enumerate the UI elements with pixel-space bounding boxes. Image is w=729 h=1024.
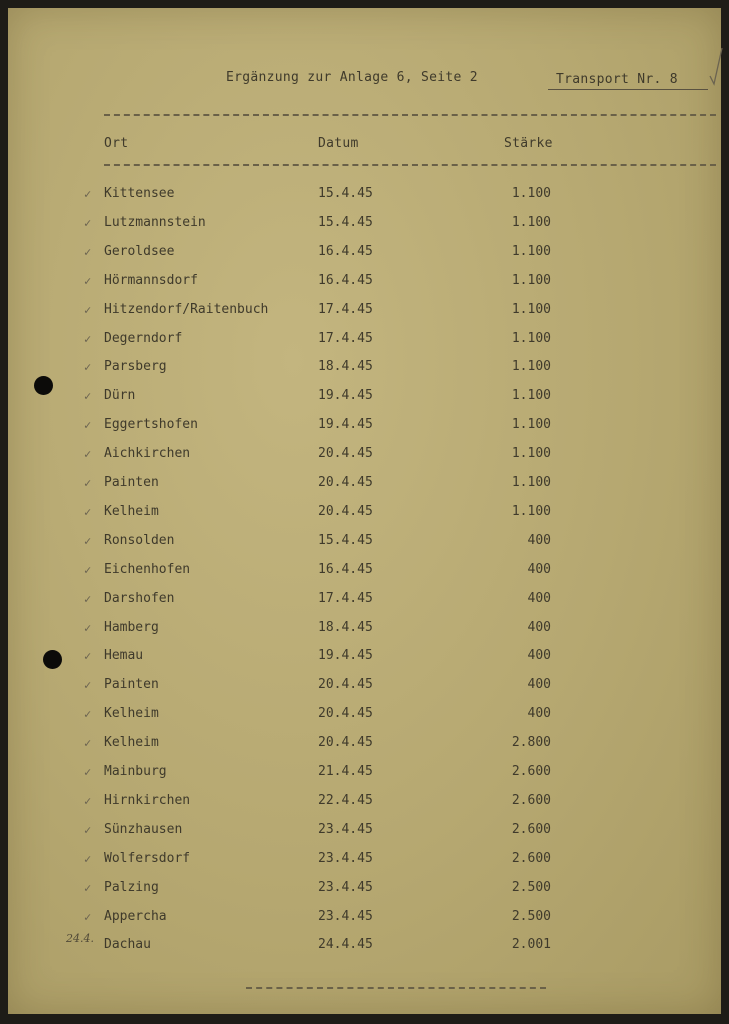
table-row xyxy=(8,851,721,871)
cell-ort: Hörmannsdorf xyxy=(104,272,198,288)
tick-mark-icon: ✓ xyxy=(84,793,92,808)
cell-ort: Kelheim xyxy=(104,503,159,519)
cell-ort: Eggertshofen xyxy=(104,417,198,433)
column-header-datum: Datum xyxy=(318,136,359,151)
divider-header xyxy=(104,164,716,166)
divider-bottom xyxy=(246,987,546,989)
table-row xyxy=(8,648,721,668)
column-header-ort: Ort xyxy=(104,136,129,151)
cell-staerke: 2.600 xyxy=(511,821,551,837)
check-mark-icon xyxy=(708,46,724,86)
cell-ort: Mainburg xyxy=(104,764,167,779)
cell-datum: 17.4.45 xyxy=(318,590,373,606)
cell-ort: Wolfersdorf xyxy=(104,850,191,866)
cell-datum: 17.4.45 xyxy=(318,330,373,346)
cell-ort: Ronsolden xyxy=(104,532,175,548)
tick-mark-icon: ✓ xyxy=(84,562,92,577)
cell-ort: Hamberg xyxy=(104,619,159,635)
cell-datum: 16.4.45 xyxy=(318,561,373,577)
cell-datum: 23.4.45 xyxy=(318,908,373,924)
cell-datum: 18.4.45 xyxy=(318,359,373,375)
cell-datum: 20.4.45 xyxy=(318,735,373,751)
cell-staerke: 2.001 xyxy=(511,937,551,953)
cell-datum: 23.4.45 xyxy=(318,879,373,895)
tick-mark-icon: ✓ xyxy=(84,620,92,635)
tick-mark-icon: ✓ xyxy=(84,909,92,924)
cell-ort: Darshofen xyxy=(104,590,175,606)
cell-datum: 23.4.45 xyxy=(318,850,373,866)
cell-ort: Hitzendorf/Raitenbuch xyxy=(104,301,269,317)
tick-mark-icon: ✓ xyxy=(84,707,92,722)
table-row xyxy=(8,706,721,726)
cell-staerke: 2.500 xyxy=(511,879,551,895)
cell-ort: Sünzhausen xyxy=(104,821,183,837)
table-row xyxy=(8,244,721,264)
cell-staerke: 2.500 xyxy=(511,908,551,924)
table-row xyxy=(8,302,721,322)
cell-ort: Kittensee xyxy=(104,186,175,201)
cell-ort: Lutzmannstein xyxy=(104,214,206,230)
table-row xyxy=(8,215,721,235)
cell-ort: Kelheim xyxy=(104,706,159,722)
cell-staerke: 1.100 xyxy=(511,359,551,375)
cell-staerke: 1.100 xyxy=(511,214,551,230)
cell-datum: 15.4.45 xyxy=(318,186,373,201)
cell-datum: 16.4.45 xyxy=(318,272,373,288)
cell-ort: Aichkirchen xyxy=(104,446,191,462)
cell-datum: 23.4.45 xyxy=(318,821,373,837)
cell-staerke: 400 xyxy=(527,648,551,664)
document-title: Ergänzung zur Anlage 6, Seite 2 xyxy=(226,70,478,85)
table-row xyxy=(8,504,721,524)
table-row xyxy=(8,822,721,842)
cell-datum: 15.4.45 xyxy=(318,532,373,548)
cell-datum: 17.4.45 xyxy=(318,301,373,317)
tick-mark-icon: ✓ xyxy=(84,822,92,837)
cell-ort: Dachau xyxy=(104,937,151,953)
cell-datum: 20.4.45 xyxy=(318,706,373,722)
tick-mark-icon: ✓ xyxy=(84,504,92,519)
cell-staerke: 400 xyxy=(527,706,551,722)
cell-staerke: 1.100 xyxy=(511,301,551,317)
tick-mark-icon: ✓ xyxy=(84,302,92,317)
document-page xyxy=(8,8,721,1014)
cell-staerke: 1.100 xyxy=(511,503,551,519)
cell-datum: 20.4.45 xyxy=(318,677,373,693)
cell-ort: Geroldsee xyxy=(104,243,175,259)
column-header-staerke: Stärke xyxy=(504,136,553,151)
cell-datum: 19.4.45 xyxy=(318,648,373,664)
tick-mark-icon: ✓ xyxy=(84,765,92,779)
cell-ort: Parsberg xyxy=(104,359,167,375)
cell-staerke: 1.100 xyxy=(511,243,551,259)
table-row xyxy=(8,735,721,755)
cell-staerke: 1.100 xyxy=(511,272,551,288)
cell-datum: 21.4.45 xyxy=(318,764,373,779)
cell-ort: Hemau xyxy=(104,648,144,664)
cell-staerke: 400 xyxy=(527,677,551,693)
tick-mark-icon: ✓ xyxy=(84,736,92,751)
tick-mark-icon: ✓ xyxy=(84,389,92,404)
table-row xyxy=(8,677,721,697)
marginal-note: 24.4. xyxy=(66,932,94,945)
cell-staerke: 1.100 xyxy=(511,186,551,201)
cell-staerke: 400 xyxy=(527,619,551,635)
tick-mark-icon: ✓ xyxy=(84,851,92,866)
table-row xyxy=(8,273,721,293)
tick-mark-icon: ✓ xyxy=(84,187,92,201)
tick-mark-icon: ✓ xyxy=(84,360,92,375)
table-row xyxy=(8,909,721,929)
tick-mark-icon: ✓ xyxy=(84,591,92,606)
tick-mark-icon: ✓ xyxy=(84,476,92,490)
tick-mark-icon: ✓ xyxy=(84,244,92,259)
cell-datum: 24.4.45 xyxy=(318,937,373,953)
cell-datum: 20.4.45 xyxy=(318,503,373,519)
cell-ort: Kelheim xyxy=(104,735,159,751)
cell-staerke: 2.600 xyxy=(511,764,551,779)
tick-mark-icon: ✓ xyxy=(84,649,92,664)
cell-datum: 22.4.45 xyxy=(318,792,373,808)
table-row xyxy=(8,880,721,900)
table-row xyxy=(8,937,721,957)
table-row xyxy=(8,331,721,351)
table-row xyxy=(8,475,721,495)
tick-mark-icon: ✓ xyxy=(84,533,92,548)
table-row xyxy=(8,764,721,784)
cell-staerke: 400 xyxy=(527,590,551,606)
cell-ort: Dürn xyxy=(104,388,136,404)
transport-underline xyxy=(548,89,708,90)
tick-mark-icon: ✓ xyxy=(84,418,92,433)
tick-mark-icon: ✓ xyxy=(84,331,92,346)
cell-staerke: 2.600 xyxy=(511,850,551,866)
tick-mark-icon: ✓ xyxy=(84,678,92,693)
tick-mark-icon: ✓ xyxy=(84,273,92,288)
table-row xyxy=(8,620,721,640)
cell-ort: Painten xyxy=(104,677,159,693)
table-row xyxy=(8,388,721,408)
cell-staerke: 2.600 xyxy=(511,792,551,808)
cell-ort: Degerndorf xyxy=(104,330,183,346)
table-row xyxy=(8,186,721,206)
cell-datum: 19.4.45 xyxy=(318,388,373,404)
tick-mark-icon: ✓ xyxy=(84,880,92,895)
cell-staerke: 400 xyxy=(527,532,551,548)
cell-staerke: 1.100 xyxy=(511,446,551,462)
cell-datum: 19.4.45 xyxy=(318,417,373,433)
cell-datum: 15.4.45 xyxy=(318,214,373,230)
cell-ort: Painten xyxy=(104,475,159,490)
cell-datum: 20.4.45 xyxy=(318,475,373,490)
divider-top xyxy=(104,114,716,116)
cell-ort: Eichenhofen xyxy=(104,561,191,577)
cell-datum: 16.4.45 xyxy=(318,243,373,259)
cell-staerke: 400 xyxy=(527,561,551,577)
transport-number: Transport Nr. 8 xyxy=(556,72,678,87)
table-row xyxy=(8,591,721,611)
cell-staerke: 1.100 xyxy=(511,388,551,404)
cell-datum: 18.4.45 xyxy=(318,619,373,635)
tick-mark-icon: ✓ xyxy=(84,447,92,462)
table-row xyxy=(8,793,721,813)
cell-staerke: 1.100 xyxy=(511,330,551,346)
tick-mark-icon: ✓ xyxy=(84,215,92,230)
table-row xyxy=(8,533,721,553)
table-row xyxy=(8,562,721,582)
cell-staerke: 2.800 xyxy=(511,735,551,751)
table-row xyxy=(8,359,721,379)
table-row xyxy=(8,417,721,437)
table-row xyxy=(8,446,721,466)
cell-staerke: 1.100 xyxy=(511,475,551,490)
cell-ort: Palzing xyxy=(104,879,159,895)
cell-ort: Hirnkirchen xyxy=(104,792,191,808)
cell-ort: Appercha xyxy=(104,908,167,924)
cell-staerke: 1.100 xyxy=(511,417,551,433)
cell-datum: 20.4.45 xyxy=(318,446,373,462)
